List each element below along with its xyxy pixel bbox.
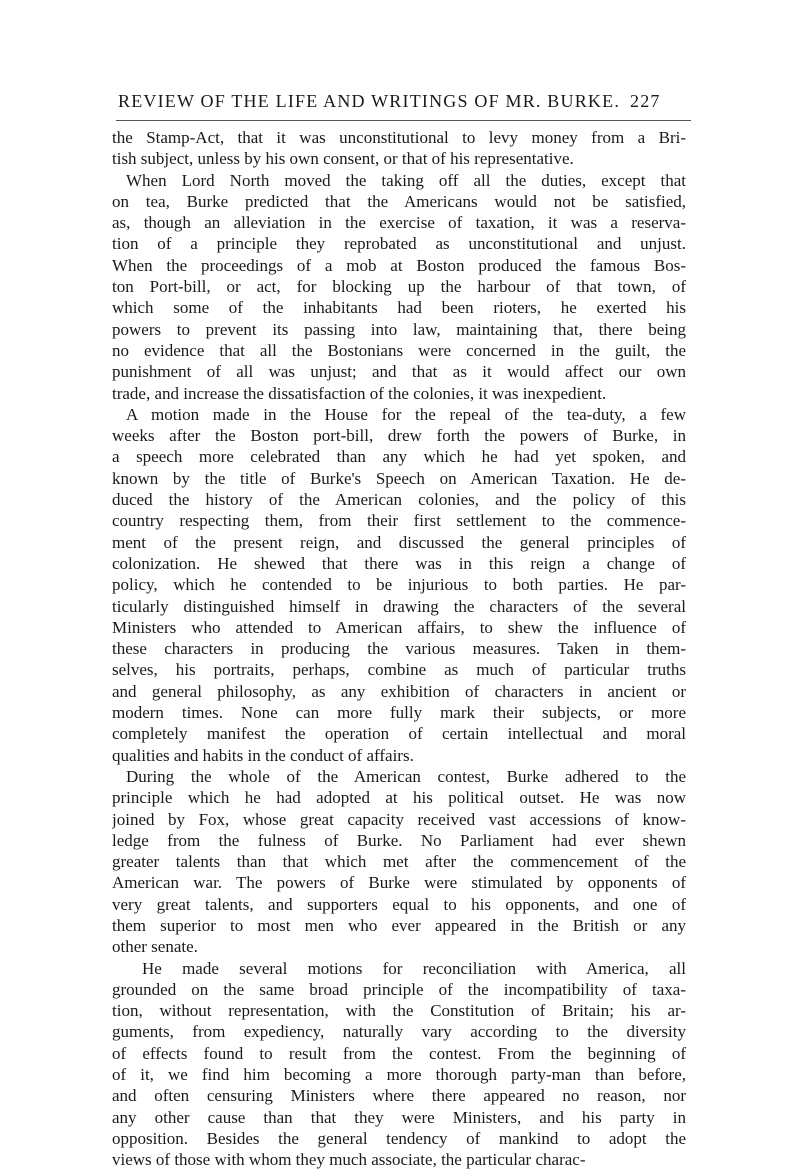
text-line: tion, without representation, with the Constitution of Britain; his ar- xyxy=(112,1001,686,1021)
text-line: ment of the present reign, and discussed the general principles of xyxy=(112,532,686,552)
header-rule xyxy=(116,120,691,121)
paragraph xyxy=(112,170,686,404)
text-line: which some of the inhabitants had been rioters, he exerted his xyxy=(112,298,686,318)
paragraph xyxy=(112,127,686,170)
text-line: modern times. None can more fully mark their subjects, or more xyxy=(112,703,686,723)
text-line: duced the history of the American colonies, and the policy of this xyxy=(112,490,686,510)
text-line: of it, we find him becoming a more thorough party-man than before, xyxy=(112,1065,686,1085)
text-line: known by the title of Burke's Speech on American Taxation. He de- xyxy=(112,468,686,488)
running-head xyxy=(118,91,698,112)
text-line: the Stamp-Act, that it was unconstitutional to levy money from a Bri- xyxy=(112,128,686,147)
text-line: qualities and habits in the conduct of affairs. xyxy=(112,745,414,765)
text-line: powers to prevent its passing into law, maintaining that, there being xyxy=(112,319,686,339)
text-line: no evidence that all the Bostonians were concerned in the guilt, the xyxy=(112,340,686,360)
paragraph xyxy=(112,958,686,1171)
text-line: colonization. He shewed that there was in this reign a change of xyxy=(112,553,686,573)
text-line: ton Port-bill, or act, for blocking up the harbour of that town, of xyxy=(112,277,686,297)
text-line: grounded on the same broad principle of the incompatibility of taxa- xyxy=(112,979,686,999)
text-line: them superior to most men who ever appeared in the British or any xyxy=(112,915,686,935)
text-line: ledge from the fulness of Burke. No Parliament had ever shewn xyxy=(112,830,686,850)
body-text xyxy=(112,127,686,1171)
text-line: tish subject, unless by his own consent, or that of his representative. xyxy=(112,149,574,169)
text-line: opposition. Besides the general tendency of mankind to adopt the xyxy=(112,1128,686,1148)
text-line: and often censuring Ministers where there appeared no reason, nor xyxy=(112,1086,686,1106)
text-line: other senate. xyxy=(112,937,198,957)
text-line: joined by Fox, whose great capacity received vast accessions of know- xyxy=(112,809,686,829)
text-line: a speech more celebrated than any which he had yet spoken, and xyxy=(112,447,686,467)
text-line: principle which he had adopted at his political outset. He was now xyxy=(112,788,686,808)
text-line: any other cause than that they were Ministers, and his party in xyxy=(112,1107,686,1127)
paragraph xyxy=(112,404,686,766)
text-line: very great talents, and supporters equal to his opponents, and one of xyxy=(112,894,686,914)
text-line: and general philosophy, as any exhibition of characters in ancient or xyxy=(112,681,686,701)
text-line: He made several motions for reconciliation with America, all xyxy=(142,958,686,978)
running-title: REVIEW OF THE LIFE AND WRITINGS OF MR. BURKE. xyxy=(118,91,621,111)
text-line: When Lord North moved the taking off all the duties, except that xyxy=(126,170,686,190)
text-line: country respecting them, from their first settlement to the commence- xyxy=(112,511,686,531)
paragraph xyxy=(112,766,686,958)
text-line: views of those with whom they much associate, the particular charac- xyxy=(112,1150,586,1170)
text-line: on tea, Burke predicted that the Americans would not be satisfied, xyxy=(112,191,686,211)
text-line: completely manifest the operation of certain intellectual and moral xyxy=(112,724,686,744)
text-line: tion of a principle they reprobated as unconstitutional and unjust. xyxy=(112,234,686,254)
text-line: policy, which he contended to be injurious to both parties. He par- xyxy=(112,575,686,595)
text-line: guments, from expediency, naturally vary according to the diversity xyxy=(112,1022,686,1042)
text-line: During the whole of the American contest, Burke adhered to the xyxy=(126,766,686,786)
text-line: greater talents than that which met after the commencement of the xyxy=(112,852,686,872)
text-line: these characters in producing the various measures. Taken in them- xyxy=(112,639,686,659)
text-line: When the proceedings of a mob at Boston produced the famous Bos- xyxy=(112,255,686,275)
page-number: 227 xyxy=(630,91,661,111)
text-line: as, though an alleviation in the exercise of taxation, it was a reserva- xyxy=(112,213,686,233)
text-line: of effects found to result from the contest. From the beginning of xyxy=(112,1043,686,1063)
text-line: punishment of all was unjust; and that as it would affect our own xyxy=(112,362,686,382)
text-line: selves, his portraits, perhaps, combine as much of particular truths xyxy=(112,660,686,680)
text-line: Ministers who attended to American affairs, to shew the influence of xyxy=(112,617,686,637)
text-line: trade, and increase the dissatisfaction of the colonies, it was inexpedient. xyxy=(112,383,607,403)
text-line: weeks after the Boston port-bill, drew forth the powers of Burke, in xyxy=(112,426,686,446)
text-line: A motion made in the House for the repeal of the tea-duty, a few xyxy=(126,404,686,424)
text-line: ticularly distinguished himself in drawing the characters of the several xyxy=(112,596,686,616)
text-line: American war. The powers of Burke were stimulated by opponents of xyxy=(112,873,686,893)
